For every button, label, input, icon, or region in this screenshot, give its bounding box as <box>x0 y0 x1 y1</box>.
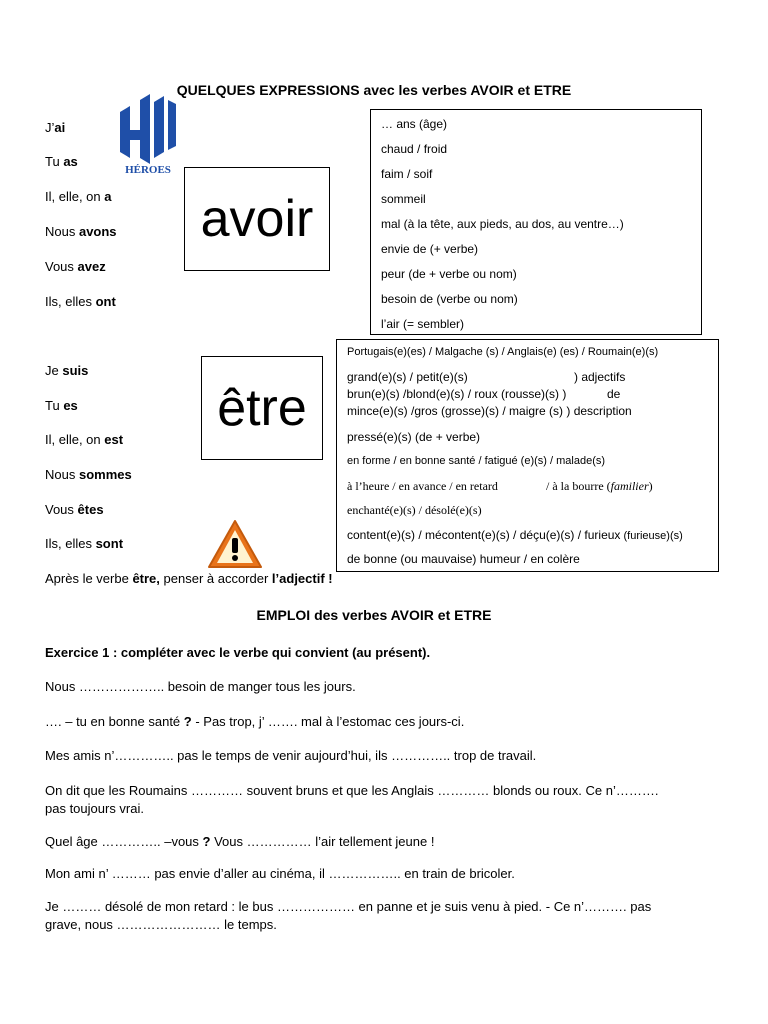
etre-row-1: Je suis <box>45 363 89 378</box>
etre-row-2: Tu es <box>45 398 78 413</box>
exercise-title: Exercice 1 : compléter avec le verbe qui convient (au présent). <box>45 645 431 660</box>
avoir-expression: envie de (+ verbe) <box>381 242 479 256</box>
exercise-line-7-cont: grave, nous …………………… le temps. <box>45 917 277 932</box>
avoir-expression: l’air (= sembler) <box>381 317 465 331</box>
logo-text: HÉROES <box>125 164 171 176</box>
exercise-line-1: Nous ……………….. besoin de manger tous les jours. <box>45 679 356 694</box>
avoir-expression: faim / soif <box>381 167 433 181</box>
etre-expression-sante: en forme / en bonne santé / fatigué (e)(s) / malade(s) <box>347 455 606 467</box>
etre-row-6: Ils, elles sont <box>45 536 124 551</box>
etre-expressions-box <box>336 339 719 572</box>
etre-expression-enchante: enchanté(e)(s) / désolé(e)(s) <box>347 503 482 517</box>
exercise-line-2: …. – tu en bonne santé ? - Pas trop, j’ ……. mal à l’estomac ces jours-ci. <box>45 714 465 729</box>
etre-expression-bourre: / à la bourre (familier) <box>546 479 653 493</box>
avoir-expression: mal (à la tête, aux pieds, au dos, au ventre…) <box>381 217 624 231</box>
exercise-line-3: Mes amis n’………….. pas le temps de venir aujourd’hui, ils ………….. trop de travail. <box>45 748 537 763</box>
avoir-row-4: Nous avons <box>45 224 117 239</box>
accord-note: Après le verbe être, penser à accorder l’adjectif ! <box>45 571 333 586</box>
heroes-logo <box>112 94 182 180</box>
avoir-expression: chaud / froid <box>381 142 448 156</box>
etre-expression-presse: pressé(e)(s) (de + verbe) <box>347 430 481 444</box>
etre-expression-adj-2: brun(e)(s) /blond(e)(s) / roux (rousse)(s) ) <box>347 387 567 401</box>
avoir-expression: … ans (âge) <box>381 117 448 131</box>
etre-expression-heure: à l’heure / en avance / en retard <box>347 479 498 493</box>
avoir-expression: besoin de (verbe ou nom) <box>381 292 518 306</box>
etre-row-5: Vous êtes <box>45 502 104 517</box>
etre-row-4: Nous sommes <box>45 467 132 482</box>
exercise-line-6: Mon ami n’ ……… pas envie d’aller au cinéma, il …………….. en train de bricoler. <box>45 866 515 881</box>
etre-expression-adj-1-right: ) adjectifs <box>574 370 626 384</box>
etre-expression-adj-1: grand(e)(s) / petit(e)(s) <box>347 370 468 384</box>
etre-expression-nationalities: Portugais(e)(es) / Malgache (s) / Anglais(e) (es) / Roumain(e)(s) <box>347 346 659 358</box>
exercise-line-7: Je ……… désolé de mon retard : le bus ……………… en panne et je suis venu à pied. - Ce n’………. pas <box>45 899 652 914</box>
etre-word-box: être <box>201 356 323 460</box>
avoir-row-5: Vous avez <box>45 259 106 274</box>
etre-expression-humeur: de bonne (ou mauvaise) humeur / en colère <box>347 552 580 566</box>
etre-row-3: Il, elle, on est <box>45 432 124 447</box>
avoir-expression: sommeil <box>381 192 426 206</box>
etre-expression-content: content(e)(s) / mécontent(e)(s) / déçu(e)(s) / furieux (furieuse)(s) <box>347 528 683 542</box>
avoir-expressions-box <box>370 109 702 335</box>
avoir-row-6: Ils, elles ont <box>45 294 116 309</box>
avoir-row-3: Il, elle, on a <box>45 189 112 204</box>
etre-expression-adj-3: mince(e)(s) /gros (grosse)(s) / maigre (s) ) description <box>347 404 632 418</box>
page-title: QUELQUES EXPRESSIONS avec les verbes AVOIR et ETRE <box>176 82 572 98</box>
avoir-expression: peur (de + verbe ou nom) <box>381 267 517 281</box>
avoir-row-1: J’ai <box>45 120 66 135</box>
avoir-word-box: avoir <box>184 167 330 271</box>
exercise-line-4: On dit que les Roumains ………… souvent bruns et que les Anglais ………… blonds ou roux. Ce n’………. <box>45 783 659 798</box>
etre-expression-adj-2-right: de <box>607 387 621 401</box>
section-title-emploi: EMPLOI des verbes AVOIR et ETRE <box>256 607 492 623</box>
warning-triangle-icon <box>206 518 264 570</box>
exercise-line-4-cont: pas toujours vrai. <box>45 801 144 816</box>
exercise-line-5: Quel âge ………….. –vous ? Vous …………… l’air tellement jeune ! <box>45 834 435 849</box>
avoir-row-2: Tu as <box>45 154 78 169</box>
